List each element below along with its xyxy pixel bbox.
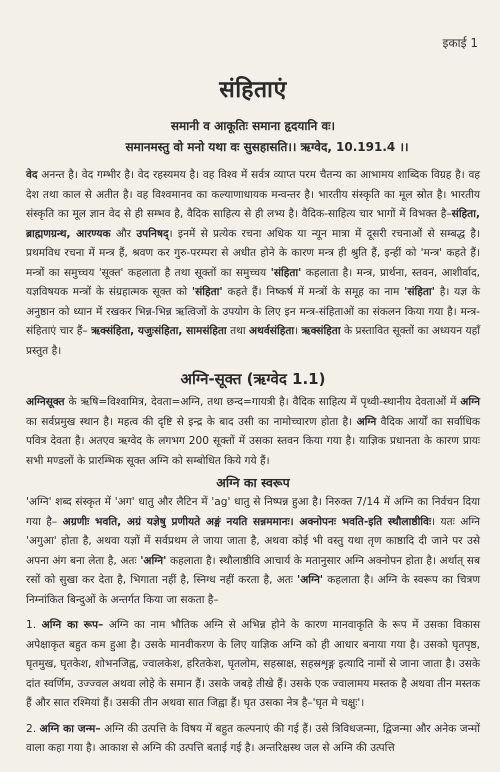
intro-bold-text: संहिता, ब्राह्मणग्रन्थ, आरण्यक: [26, 208, 480, 240]
intro-text: ।: [294, 325, 302, 337]
subsection-bold-text: 'अग्नि': [296, 574, 324, 586]
intro-bold-text: ऋक्संहिता: [301, 325, 341, 337]
section-text: के ऋषि=विश्वामित्र, देवता=अग्नि, तथा छन्द=गायत्री है। वैदिक साहित्य में पृथ्वी-स्थानीय देवताओं में: [64, 396, 461, 408]
unit-label: इकाई 1: [442, 36, 478, 50]
point-label: अग्नि का रूप–: [41, 619, 104, 631]
intro-text: । इनमें से प्रत्येक रचना अधिक या न्यून मात्रा में दूसरी रचनाओं से सम्बद्ध है। प्रथमविध रचना में मन्त्र हैं, श्रवण कर गुरु-परम्परा से अधीत होने के कारण मन्त्र ही श्रुति हैं, इन्हीं को 'मन्त्र' कहते हैं। मन्त्रों का समुच्चय 'सूक्त' कहलाता है तथा सूक्तों का समुच्चय: [26, 227, 481, 279]
verse-line-1: समानी व आकूतिः समाना हृदयानि वः।: [170, 119, 336, 133]
intro-bold-text: 'संहिता': [270, 266, 302, 279]
verse-line-2: समानमस्तु वो मनो यथा वः सुसहासति।। ऋग्वेद, 10.191.4 ।।: [125, 140, 409, 154]
intro-bold-text: उपनिषद्: [136, 227, 169, 240]
subsection-bold-text: 'अग्नि': [140, 554, 167, 567]
intro-text: और: [110, 227, 137, 240]
subsection-paragraph: [26, 493, 480, 610]
nirukta-quote: अग्रणीः भवति, अग्रं यज्ञेषु प्रणीयते अङ्गं नयति सन्नममानः। अक्नोपनः भवति-इति स्थौलाष्ठीविः: [62, 515, 432, 528]
intro-bold-text: ऋक्संहिता, यजुःसंहिता, सामसंहिता: [91, 325, 227, 337]
intro-text: अनन्त है। वेद गम्भीर है। वेद रहस्यमय है। वह विश्व में सर्वत्र व्याप्त परम चैतन्य का आभामय शाब्दिक विग्रह है। वह देश तथा काल से अतीत है। वह विश्वमानव का कल्याणाधायक मन्वन्तर है। भारतीय संस्कृति का मूल स्रोत है। भारतीय संस्कृति का मूल ज्ञान वेद से ही सम्भव है, वैदिक साहित्य से ही लभ्य है। वैदिक-साहित्य चार भागों में विभक्त है–: [26, 169, 480, 220]
subsection-text: कहलाता है। अग्नि के स्वरूप का चित्रण निम्नांकित बिन्दुओं के अन्तर्गत किया जा सकता है–: [26, 574, 480, 606]
point-number: 1.: [26, 619, 37, 631]
section-bold-text: अग्निसूक्त: [26, 396, 65, 408]
section-text: वैदिक आर्यों का सर्वाधिक पवित्र देवता है। अतएव ऋग्वेद के लगभग 200 सूक्तों में उसका स्तवन किया गया है। याज्ञिक प्रधानता के कारण प्रायः सभी मण्डलों के प्रारम्भिक सूक्त अग्नि को सम्बोधित किये गये हैं।: [26, 415, 480, 467]
intro-bold-text: 'संहिता': [191, 286, 223, 298]
subsection-text: । यतः अग्नि 'अगुआ' होता है, अथवा यज्ञों में सर्वप्रथम ले जाया जाता है, अथवा कोई भी वस्तु यथा तृण काष्ठादि दी जाने पर उसे अपना अंग बना लेता है, अतः: [26, 515, 480, 567]
intro-text: तथा: [226, 325, 250, 337]
subsection-text: 'अग्नि' शब्द संस्कृत में 'अग' धातु और लैटिन में 'ag' धातु से निष्पन्न हुआ है। निरुक्त 7/14 में अग्नि का निर्वचन दिया गया है–: [26, 496, 480, 528]
intro-bold-text: 'संहिता': [404, 286, 435, 298]
point-item: [26, 616, 480, 714]
section-bold-text: अग्नि: [356, 415, 377, 428]
section-text: का सर्वप्रमुख स्थान है। महत्व की दृष्टि से इन्द्र के बाद उसी का नामोच्चारण होता है।: [26, 415, 357, 428]
intro-paragraph: [26, 166, 480, 361]
intro-text: है। यज्ञ के अनुष्ठान को ध्यान में रखकर भिन्न-भिन्न ऋत्विजों के उपयोग के लिए इन मन्त्र-संहिताओं का संकलन किया गया है। मन्त्र-संहिताएं चार हैं–: [26, 286, 480, 337]
section-bold-text: अग्नि: [460, 396, 480, 408]
subsection-text: कहलाता है। स्थौलाष्ठीवि आचार्य के मतानुसार अग्नि अक्नोपन होता है। अर्थात् सब रसों को सुखा कर देता है, भिगाता नहीं है, स्निग्ध नहीं करता है, अतः: [26, 554, 480, 586]
point-number: 2.: [26, 722, 37, 735]
intro-lead-word: वेद: [26, 169, 38, 181]
intro-text: के प्रस्तावित सूक्तों का अध्ययन यहाँ प्रस्तुत है।: [26, 325, 480, 357]
point-text: अग्नि की उत्पत्ति के विषय में बहुत कल्पनाएं की गई हैं। उसे त्रिविधजन्मा, द्विजन्मा और अनेक जन्मों वाला कहा गया है। आकाश से अग्नि की उत्पत्ति बताई गई है। अन्तरिक्षस्थ जल से अग्नि की उत्पत्ति: [26, 722, 481, 754]
opening-verse: [26, 116, 480, 158]
point-text: अग्नि का नाम भौतिक अग्नि से अभिन्न होने के कारण मानवाकृति के रूप में उसका विकास अपेक्षाकृत बहुत कम हुआ है। उसके मानवीकरण के लिए याज्ञिक अग्नि को ही आधार बनाया गया है। उसको घृतपृष्ठ, घृतमुख, घृतकेश, शोभनजिह्व, ज्वालकेश, हरितकेश, घृतलोम, सहस्राक्ष, सहस्रशृङ्ग इत्यादि नामों से जाना जाता है। उसके दांत स्वर्णिम, उज्ज्वल अथवा लोहे के समान हैं। उसके जबड़े तीखे हैं। उसके एक ज्वालामय मस्तक है अथवा तीन मस्तक हैं और सात रश्मियां हैं। उसकी तीन अथवा सात जिह्वा हैं। घृत उसका नेत्र है–'घृत मे चक्षुः'।: [26, 619, 480, 709]
chapter-title: संहिताएं: [219, 77, 287, 103]
section-paragraph: [26, 393, 480, 471]
point-item: [26, 720, 480, 759]
intro-text: कहते हैं। निष्कर्ष में मन्त्रों के समूह का नाम: [222, 286, 405, 298]
subsection-heading: अग्नि का स्वरूप: [216, 475, 290, 490]
intro-text: कहलाता है। मन्त्र, प्रार्थना, स्तवन, आशीर्वाद, यज्ञविषयक मन्त्रों के संग्रहात्मक सूक्त को: [26, 266, 480, 298]
point-label: अग्नि का जन्म–: [39, 722, 101, 735]
intro-bold-text: अथर्वसंहिता: [249, 325, 295, 337]
section-heading: अग्नि-सूक्त (ऋग्वेद 1.1): [180, 370, 326, 388]
